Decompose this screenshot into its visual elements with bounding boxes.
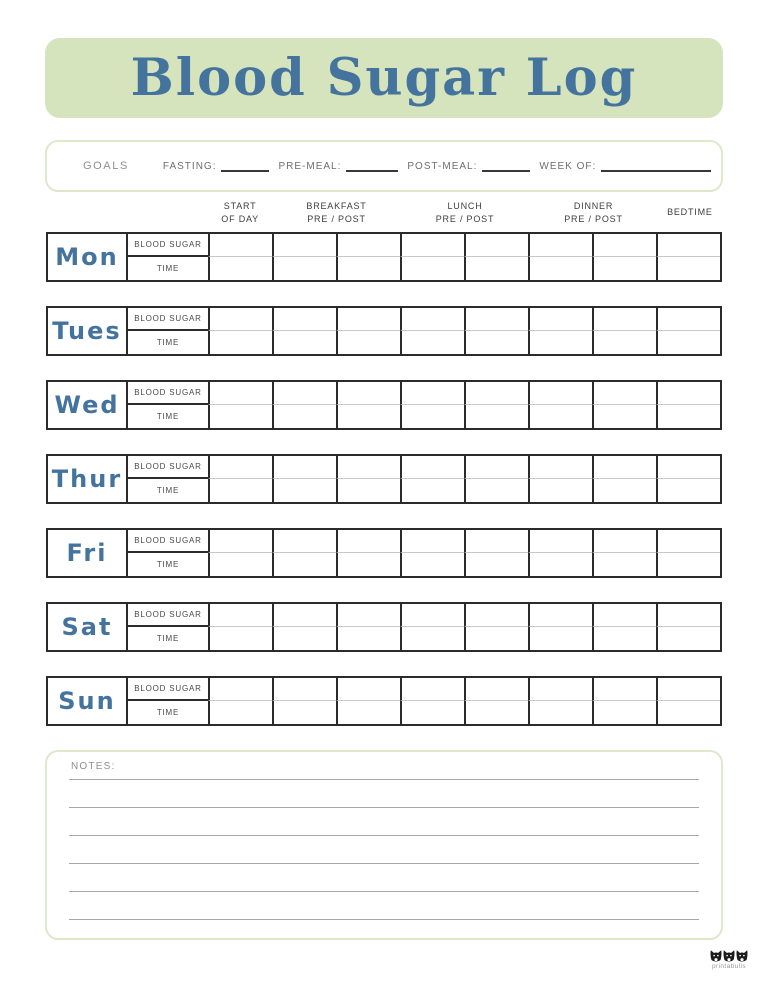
notes-ruled-line — [69, 807, 699, 808]
entry-cell — [656, 331, 720, 354]
entry-cell — [464, 553, 528, 576]
entry-cell — [336, 405, 400, 428]
day-label-mon: Mon — [55, 243, 119, 271]
goal-blank-line — [346, 170, 398, 172]
entry-cell — [528, 553, 592, 576]
day-row-tues — [46, 306, 722, 356]
entry-cell — [272, 530, 336, 553]
row-label-blood-sugar: BLOOD SUGAR — [126, 530, 208, 553]
notes-ruled-line — [69, 891, 699, 892]
entry-cell — [528, 604, 592, 627]
entry-cell — [336, 382, 400, 405]
week-of-field — [539, 161, 711, 172]
column-header-breakfast: BREAKFAST PRE / POST — [306, 200, 367, 224]
row-label-time: TIME — [126, 257, 208, 280]
entry-cell — [656, 257, 720, 280]
entry-cell — [400, 701, 464, 724]
entry-cell — [272, 678, 336, 701]
entry-cell — [528, 456, 592, 479]
entry-cell — [656, 701, 720, 724]
entry-cell — [656, 627, 720, 650]
entry-cell — [592, 234, 656, 257]
entry-cell — [464, 456, 528, 479]
week-of-blank-line — [601, 170, 711, 172]
notes-ruled-line — [69, 863, 699, 864]
entry-cell — [336, 530, 400, 553]
entry-cell — [528, 234, 592, 257]
goal-field-fasting — [163, 161, 270, 172]
goal-field-postmeal — [407, 161, 530, 172]
day-label-tues: Tues — [52, 317, 122, 345]
entry-cell — [336, 308, 400, 331]
entry-cell — [272, 479, 336, 502]
entry-cell — [208, 331, 272, 354]
entry-cell — [272, 234, 336, 257]
goal-blank-line — [221, 170, 269, 172]
entry-cell — [208, 627, 272, 650]
entry-cell — [592, 479, 656, 502]
entry-cell — [592, 530, 656, 553]
goals-bar — [45, 140, 723, 192]
entry-cell — [400, 604, 464, 627]
day-label-thur: Thur — [51, 465, 123, 493]
notes-ruled-line — [69, 779, 699, 780]
entry-cell — [208, 553, 272, 576]
day-row-sat — [46, 602, 722, 652]
entry-cell — [528, 701, 592, 724]
entry-cell — [208, 530, 272, 553]
day-row-sun — [46, 676, 722, 726]
entry-cell — [208, 701, 272, 724]
entry-cell — [656, 553, 720, 576]
column-header-start: START OF DAY — [221, 200, 259, 224]
entry-cell — [208, 678, 272, 701]
entry-cell — [400, 553, 464, 576]
entry-cell — [464, 382, 528, 405]
entry-cell — [528, 678, 592, 701]
entry-cell — [656, 405, 720, 428]
entry-cell — [592, 678, 656, 701]
entry-cell — [464, 405, 528, 428]
entry-cell — [528, 331, 592, 354]
entry-cell — [272, 456, 336, 479]
entry-cell — [464, 308, 528, 331]
entry-cell — [208, 405, 272, 428]
entry-cell — [336, 553, 400, 576]
entry-cell — [272, 701, 336, 724]
entry-cell — [464, 479, 528, 502]
entry-cell — [336, 331, 400, 354]
entry-cell — [400, 678, 464, 701]
entry-cell — [208, 456, 272, 479]
entry-cell — [464, 701, 528, 724]
printabulls-dogs-icon — [710, 949, 748, 962]
entry-cell — [208, 604, 272, 627]
day-row-thur — [46, 454, 722, 504]
entry-cell — [272, 257, 336, 280]
row-label-time: TIME — [126, 701, 208, 724]
entry-cell — [208, 234, 272, 257]
entry-cell — [656, 604, 720, 627]
entry-cell — [464, 257, 528, 280]
page-title: Blood Sugar Log — [130, 48, 638, 108]
notes-ruled-line — [69, 835, 699, 836]
entry-cell — [400, 479, 464, 502]
entry-cell — [592, 382, 656, 405]
entry-cell — [400, 382, 464, 405]
day-label-sat: Sat — [61, 613, 113, 641]
entry-cell — [656, 308, 720, 331]
entry-cell — [208, 479, 272, 502]
entry-cell — [528, 308, 592, 331]
entry-cell — [528, 405, 592, 428]
title-banner — [45, 38, 723, 118]
notes-label: NOTES: — [71, 761, 116, 772]
column-header-bedtime: BEDTIME — [667, 207, 713, 218]
brand-logo — [702, 949, 756, 970]
entry-cell — [272, 382, 336, 405]
day-label-fri: Fri — [66, 539, 108, 567]
row-label-blood-sugar: BLOOD SUGAR — [126, 456, 208, 479]
row-label-blood-sugar: BLOOD SUGAR — [126, 234, 208, 257]
column-header-dinner: DINNER PRE / POST — [564, 200, 623, 224]
day-label-wed: Wed — [54, 391, 120, 419]
entry-cell — [272, 405, 336, 428]
entry-cell — [400, 308, 464, 331]
entry-cell — [272, 553, 336, 576]
entry-cell — [272, 627, 336, 650]
row-label-blood-sugar: BLOOD SUGAR — [126, 382, 208, 405]
entry-cell — [336, 456, 400, 479]
goal-field-label: PRE-MEAL: — [278, 160, 342, 172]
row-label-blood-sugar: BLOOD SUGAR — [126, 308, 208, 331]
entry-cell — [400, 456, 464, 479]
entry-cell — [272, 308, 336, 331]
goal-field-label: POST-MEAL: — [407, 160, 478, 172]
entry-cell — [336, 627, 400, 650]
entry-cell — [656, 678, 720, 701]
entry-cell — [400, 405, 464, 428]
entry-cell — [208, 257, 272, 280]
entry-cell — [592, 627, 656, 650]
entry-cell — [400, 331, 464, 354]
column-header-lunch: LUNCH PRE / POST — [435, 200, 495, 224]
entry-cell — [528, 627, 592, 650]
entry-cell — [528, 382, 592, 405]
entry-cell — [272, 331, 336, 354]
entry-cell — [592, 308, 656, 331]
entry-cell — [464, 627, 528, 650]
entry-cell — [464, 678, 528, 701]
entry-cell — [656, 382, 720, 405]
goal-field-premeal — [278, 161, 398, 172]
entry-cell — [464, 530, 528, 553]
entry-cell — [656, 234, 720, 257]
row-label-time: TIME — [126, 627, 208, 650]
entry-cell — [464, 331, 528, 354]
notes-section — [45, 750, 723, 940]
entry-cell — [336, 234, 400, 257]
entry-cell — [336, 604, 400, 627]
row-label-time: TIME — [126, 405, 208, 428]
entry-cell — [400, 234, 464, 257]
entry-cell — [592, 257, 656, 280]
brand-name: printabulls — [711, 963, 747, 970]
entry-cell — [528, 530, 592, 553]
column-header-row — [46, 196, 722, 230]
goal-blank-line — [482, 170, 530, 172]
entry-cell — [400, 627, 464, 650]
day-label-sun: Sun — [58, 687, 116, 715]
entry-cell — [592, 405, 656, 428]
row-label-time: TIME — [126, 553, 208, 576]
entry-cell — [656, 530, 720, 553]
entry-cell — [400, 257, 464, 280]
entry-cell — [528, 479, 592, 502]
entry-cell — [208, 308, 272, 331]
entry-cell — [400, 530, 464, 553]
entry-cell — [336, 678, 400, 701]
notes-ruled-line — [69, 919, 699, 920]
entry-cell — [592, 456, 656, 479]
row-label-time: TIME — [126, 479, 208, 502]
entry-cell — [656, 479, 720, 502]
entry-cell — [592, 553, 656, 576]
entry-cell — [592, 604, 656, 627]
day-row-fri — [46, 528, 722, 578]
goal-fields — [163, 161, 539, 172]
entry-cell — [464, 234, 528, 257]
goal-field-label: FASTING: — [162, 160, 217, 172]
entry-cell — [272, 604, 336, 627]
entry-cell — [592, 701, 656, 724]
entry-cell — [656, 456, 720, 479]
entry-cell — [592, 331, 656, 354]
row-label-blood-sugar: BLOOD SUGAR — [126, 678, 208, 701]
entry-cell — [336, 257, 400, 280]
goals-label: GOALS — [83, 160, 129, 172]
row-label-time: TIME — [126, 331, 208, 354]
day-row-mon — [46, 232, 722, 282]
day-row-wed — [46, 380, 722, 430]
row-label-blood-sugar: BLOOD SUGAR — [126, 604, 208, 627]
entry-cell — [336, 479, 400, 502]
week-of-label: WEEK OF: — [539, 160, 597, 172]
entry-cell — [528, 257, 592, 280]
entry-cell — [208, 382, 272, 405]
entry-cell — [336, 701, 400, 724]
entry-cell — [464, 604, 528, 627]
